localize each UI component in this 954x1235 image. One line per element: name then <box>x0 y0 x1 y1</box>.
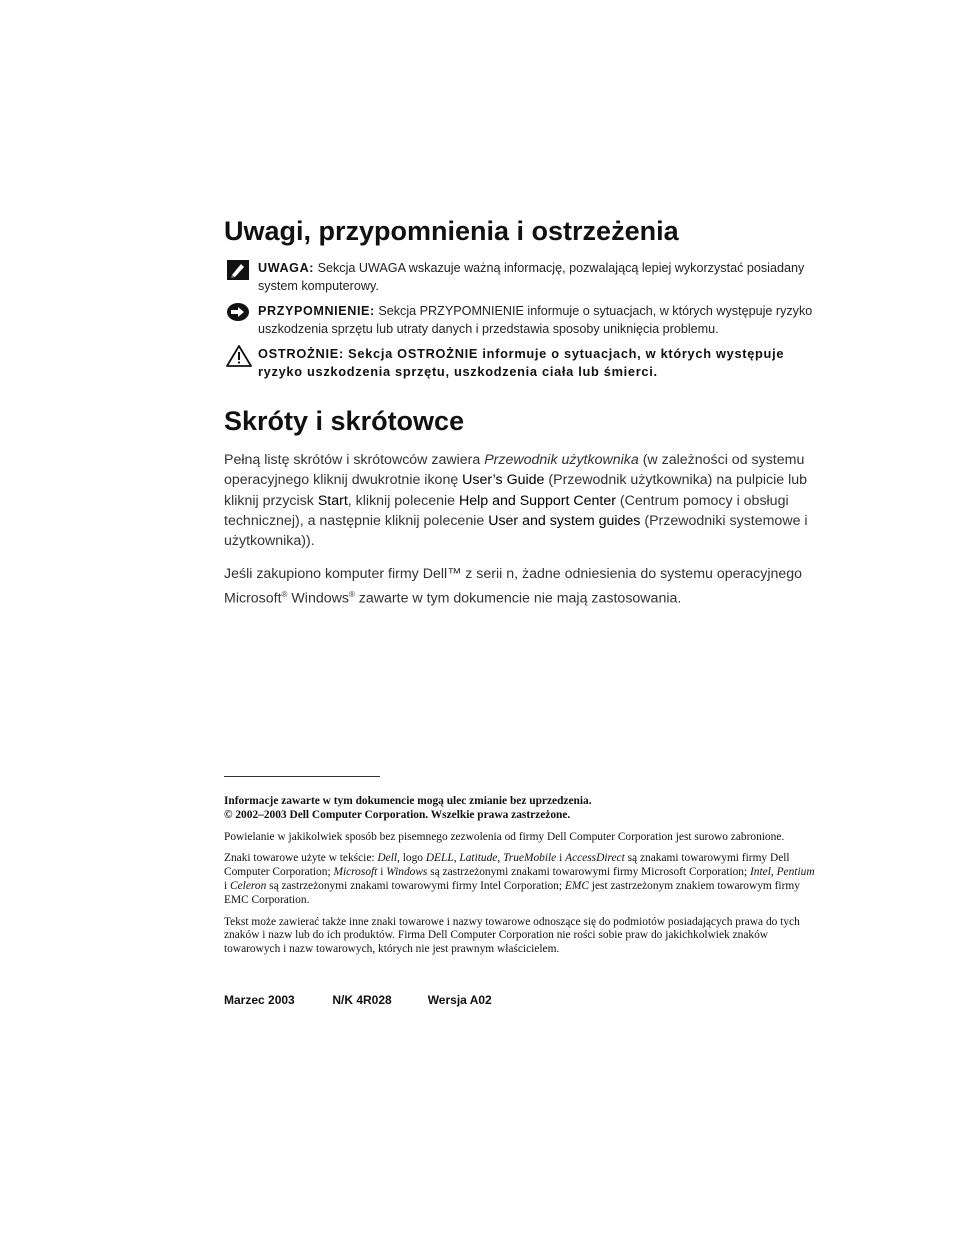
help-support-center-label: Help and Support Center <box>458 492 616 509</box>
trademark-name: Microsoft <box>333 866 378 879</box>
trademark-name: AccessDirect <box>565 852 625 865</box>
part-number: N/K 4R028 <box>332 993 392 1007</box>
trademark-name: Windows <box>386 866 428 879</box>
caution-triangle-icon <box>226 345 250 367</box>
text-run: Znaki towarowe użyte w tekście: <box>224 852 378 865</box>
notice-block <box>226 302 816 338</box>
document-footer <box>224 993 492 1007</box>
note-block <box>226 259 816 295</box>
text-run: są zastrzeżonymi znakami towarowymi firmy Microsoft Corporation; <box>427 866 751 879</box>
document-version: Wersja A02 <box>427 993 492 1007</box>
trademark-name: Intel <box>750 866 771 879</box>
trademark-name: Latitude <box>459 852 498 865</box>
text-run: i <box>377 866 387 879</box>
caution-text: OSTROŻNIE: Sekcja OSTROŻNIE informuje o sytuacjach, w których występuje ryzyko uszkodzenia sprzętu, uszkodzenia ciała lub śmierci. <box>258 346 785 379</box>
reproduction-paragraph: Powielanie w jakikolwiek sposób bez pisemnego zezwolenia od firmy Dell Computer Corporation jest surowo zabronione. <box>224 830 785 843</box>
notice-text <box>258 302 816 338</box>
text-run: , logo <box>397 852 426 865</box>
copyright-line: © 2002–2003 Dell Computer Corporation. Wszelkie prawa zastrzeżone. <box>224 808 571 821</box>
note-pencil-icon <box>226 259 250 281</box>
trademark-name: EMC <box>564 879 589 892</box>
text-run: , <box>453 852 460 865</box>
users-guide-icon-label: User’s Guide <box>462 472 545 489</box>
release-date: Marzec 2003 <box>224 993 295 1007</box>
trademarks-paragraph <box>224 852 816 907</box>
text-run: Jeśli zakupiono komputer firmy Dell™ z serii n, żadne odniesienia do systemu operacyjnego Microsoft <box>224 566 803 607</box>
notice-body: Sekcja PRZYPOMNIENIE informuje o sytuacjach, w których występuje ryzyko uszkodzenia sprzętu lub utraty danych i przedstawia sposoby uniknięcia problemu. <box>258 304 813 336</box>
trademark-name: DELL <box>425 852 454 865</box>
text-run: (Przewodniki systemowe i użytkownika)). <box>224 512 808 550</box>
text-run: i <box>556 852 566 865</box>
section-title-notes: Uwagi, przypomnienia i ostrzeżenia <box>224 216 679 246</box>
abbreviations-body <box>224 450 820 609</box>
start-button-label: Start <box>317 492 348 509</box>
text-run: Pełną listę skrótów i skrótowców zawiera <box>224 452 485 468</box>
text-run: Windows <box>287 590 349 607</box>
text-run: (Centrum pomocy i obsługi technicznej), a następnie kliknij polecenie <box>224 492 789 529</box>
note-text <box>258 259 816 295</box>
registered-mark: ® <box>348 589 355 599</box>
text-run: są znakami towarowymi firmy Dell Computer Corporation; <box>224 852 790 879</box>
text-run: , <box>497 852 504 865</box>
text-run: są zastrzeżonymi znakami towarowymi firmy Intel Corporation; <box>266 879 565 892</box>
guide-title: Przewodnik użytkownika <box>484 452 639 468</box>
note-body: Sekcja UWAGA wskazuje ważną informację, pozwalającą lepiej wykorzystać posiadany system komputerowy. <box>258 261 805 293</box>
text-run: i <box>224 879 231 892</box>
note-label: UWAGA: <box>258 261 315 275</box>
legal-block <box>224 795 816 957</box>
divider-rule <box>224 776 380 777</box>
text-run: (w zależności od systemu operacyjnego kliknij dwukrotnie ikonę <box>224 452 805 489</box>
trademark-name: Pentium <box>776 866 815 879</box>
notice-label: PRZYPOMNIENIE: <box>258 304 375 318</box>
trademark-name: TrueMobile <box>503 852 557 865</box>
user-system-guides-label: User and system guides <box>488 512 641 529</box>
legal-notice-line: Informacje zawarte w tym dokumencie mogą ulec zmianie bez uprzedzenia. <box>224 795 592 807</box>
text-run: zawarte w tym dokumencie nie mają zastosowania. <box>354 590 682 607</box>
text-run: , <box>770 866 777 879</box>
text-run: jest zastrzeżonym znakiem towarowym firmy EMC Corporation. <box>224 879 800 906</box>
abbreviations-paragraph <box>224 450 820 551</box>
section-title-abbreviations: Skróty i skrótowce <box>224 406 465 436</box>
notice-arrow-icon <box>226 302 250 324</box>
registered-mark: ® <box>281 589 288 599</box>
trademark-name: Celeron <box>230 879 267 892</box>
dell-n-series-paragraph <box>224 564 820 608</box>
caution-block <box>226 345 816 381</box>
other-trademarks-paragraph: Tekst może zawierać także inne znaki towarowe i nazwy towarowe odnoszące się do podmiotów posiadających prawa do tych znaków i nazw lub do ich produktów. Firma Dell Computer Corporation nie rości sobie praw do jakichkolwiek znaków towarowych i nazw towarowych, których nie jest prawnym właścicielem. <box>224 915 800 956</box>
text-run: , kliknij polecenie <box>347 492 459 509</box>
trademark-name: Dell <box>377 852 398 865</box>
text-run: (Przewodnik użytkownika) na pulpicie lub kliknij przycisk <box>224 472 808 509</box>
